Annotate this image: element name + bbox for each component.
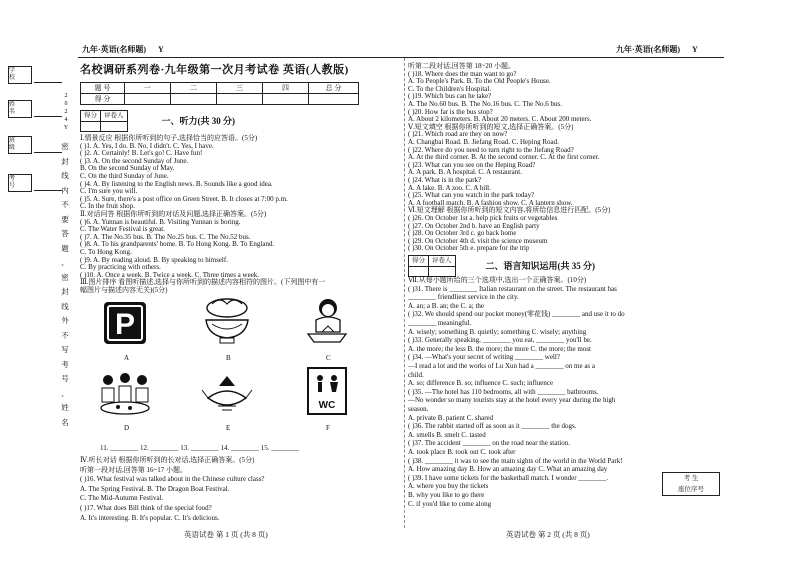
seal-warning-char: 号: [61, 374, 69, 383]
dumpling-bowl-icon: [198, 294, 256, 344]
exam-title: 名校调研系列卷·九年级第一次月考试卷 英语(人教版): [80, 64, 349, 76]
seal-warning-char: 姓: [61, 403, 69, 412]
pic-label: E: [226, 424, 231, 432]
question-line: A. It's interesting. B. It's popular. C. It's delicious.: [80, 513, 220, 522]
name-label: 姓 名: [8, 100, 32, 118]
question-line: ( )36. The rabbit started off as soon as it ________ the dogs.: [408, 422, 577, 431]
question-line: —I read a lot and the works of Lu Xun had a ________ on me as a: [408, 362, 596, 370]
question-line: ( )17. What does Bill think of the special food?: [80, 504, 212, 512]
question-line: ________ friendliest service in the city.: [408, 293, 519, 302]
seal-warning-char: 、: [61, 258, 69, 267]
school-field[interactable]: [34, 82, 62, 83]
question-line: ( )38. ________ it was to see the main sights of the world in the World Park!: [408, 456, 623, 465]
header-left: [82, 45, 164, 55]
question-line: ( )16. What festival was talked about in the Chinese culture class?: [80, 475, 265, 484]
scorer-cell[interactable]: [409, 266, 429, 276]
page2-footer: 英语试卷 第 2 页 (共 8 页): [506, 530, 590, 539]
part2-heading: 二、语言知识运用(共 35 分): [485, 260, 595, 271]
score-cell[interactable]: [309, 94, 359, 105]
question-line: ( )19. Which bus can he take?: [408, 92, 492, 101]
question-line: A. At the third corner. B. At the second corner. C. At the first corner.: [408, 153, 600, 162]
pic-label: A: [124, 354, 130, 362]
gutter-code-char: Y: [63, 125, 69, 131]
seal-warning-char: 外: [61, 316, 69, 325]
score-cell[interactable]: [125, 94, 171, 105]
school-label: 学 校: [8, 66, 32, 84]
gutter-code-char: 2: [64, 109, 68, 115]
question-line: A. How amazing day B. How an amazing day C. What an amazing day: [408, 465, 608, 474]
question-line: B. On the second Sunday of May.: [80, 164, 175, 173]
part1-heading: 一、听力(共 30 分): [161, 115, 235, 126]
question-line: C. By practicing with others.: [80, 263, 161, 272]
pic-label: F: [326, 424, 330, 432]
question-line: A. The Spring Festival. B. The Dragon Boat Festival.: [80, 484, 230, 493]
question-line: A. the more; the less B. the more; the more C. the more; the most: [408, 344, 591, 353]
seal-warning-char: 、: [61, 388, 69, 398]
score-table: [80, 82, 359, 105]
part1-questions: [80, 134, 402, 304]
seal-warning-char: 密: [61, 272, 69, 282]
parking-letter: P: [114, 308, 136, 341]
class-field[interactable]: [34, 152, 62, 153]
question-line: ( )3. A. On the second Sunday of June.: [80, 156, 189, 165]
seat-box-label: 考 生: [683, 475, 699, 482]
grader-label: 评卷人: [101, 111, 128, 122]
score-header-cell: 题 号: [81, 83, 125, 94]
gutter-code-char: 0: [64, 101, 68, 107]
question-line: ( )26. On October 1st a. help pick fruits or vegetables: [408, 214, 558, 222]
scorer-box: [80, 110, 128, 132]
question-line: ( )21. Which road are they on now?: [408, 130, 508, 139]
seal-warning-char: 写: [61, 345, 69, 354]
question-line: ( )22. Where do you need to turn right to the Jiefang Road?: [408, 145, 574, 154]
column-divider: [404, 58, 405, 528]
question-line: 听第二段对话,回答第 18~20 小题。: [408, 62, 516, 70]
question-line: ( )8. A. To his grandparents' home. B. To Hong Kong. B. To England.: [80, 240, 275, 249]
wc-sign-icon: [298, 366, 356, 416]
seal-warning-char: 线: [61, 171, 69, 180]
question-line: A. smells B. smelt C. tasted: [408, 430, 486, 439]
dragon-boat-icon: [198, 370, 256, 420]
question-line: ( )33. Generally speaking, ________ you eat, ________ you'll be.: [408, 336, 592, 345]
header-right: [616, 45, 698, 55]
score-header-cell: 二: [171, 83, 217, 94]
question-line: ( )37. The accident ________ on the road near the station.: [408, 439, 570, 448]
seal-warning-char: 密: [61, 142, 69, 151]
question-line: 幅图片与描述内容无关)(5分): [80, 286, 168, 294]
seal-warning-char: 封: [61, 156, 69, 166]
seal-warning-char: 考: [61, 359, 69, 369]
family-table-icon: [96, 370, 154, 420]
question-line: C. To Hong Kong.: [80, 248, 132, 256]
score-header-cell: 总 分: [309, 83, 359, 94]
pic-label: D: [124, 424, 130, 432]
question-line: A. private B. patient C. shared: [408, 413, 494, 422]
pic-label: C: [326, 354, 331, 362]
question-line: C. The Water Festival is great.: [80, 225, 165, 234]
question-line: Ⅶ.从每小题所给的三个选项中,选出一个正确答案。(10分): [408, 276, 587, 284]
question-line: ( )10. A. Once a week. B. Twice a week. C. Three times a week.: [80, 270, 260, 279]
question-line: ( )1. A. Yes, I do. B. No, I didn't. C. Yes, I have.: [80, 141, 214, 150]
question-line: A. where you buy the tickets: [408, 482, 489, 491]
grader-cell[interactable]: [101, 121, 128, 131]
seal-warning-char: 答: [61, 229, 69, 238]
wc-text: WC: [318, 400, 336, 411]
part1-continued: [408, 62, 724, 252]
question-line: ________ meaningful.: [408, 319, 472, 327]
question-line: A. A park. B. A hospital. C. A restaurant.: [408, 168, 522, 177]
question-line: ( )30. On October 5th e. prepare for the trip: [408, 244, 530, 253]
score-value-row: [81, 94, 359, 105]
question-line: C. I'm sure you will.: [80, 187, 138, 196]
question-line: A. About 2 kilometers. B. About 20 meters. C. About 200 meters.: [408, 115, 592, 124]
question-line: A. took place B. took out C. took after: [408, 448, 516, 456]
student-reading-icon: [298, 294, 356, 344]
question-line: C. if you'd like to come along: [408, 499, 492, 508]
seal-warning-char: 要: [61, 214, 69, 224]
header-right-mark: Y: [692, 45, 698, 54]
header-right-text: 九年·英语(名师题): [616, 45, 680, 54]
question-line: Ⅴ.短文填空 根据你所听到的短文,选择正确答案。(5分): [408, 122, 574, 131]
question-line: Ⅱ.对话问答 根据你所听到的对话及问题,选择正确答案。(5分): [80, 210, 267, 218]
name-field[interactable]: [34, 116, 62, 117]
exam-no-field[interactable]: [34, 190, 62, 191]
seal-warning-char: 封: [61, 287, 69, 296]
question-line: C. On the third Sunday of June.: [80, 172, 169, 180]
seal-warning-char: 题: [61, 243, 69, 253]
score-cell[interactable]: [263, 94, 309, 105]
binding-gutter: [2, 60, 68, 500]
gutter-code: [62, 92, 70, 132]
seal-warning-char: 内: [61, 185, 69, 195]
question-line: C. The Mid-Autumn Festival.: [80, 494, 164, 503]
question-line: ( )4. A. By listening to the English news. B. Sounds like a good idea.: [80, 179, 273, 188]
scorer-cell[interactable]: [81, 121, 101, 131]
question-line: ( )9. A. By reading aloud. B. By speaking to himself.: [80, 255, 228, 264]
seal-warning-char: 线: [61, 301, 69, 311]
question-line: ( )20. How far is the bus stop?: [408, 107, 493, 116]
header-left-mark: Y: [158, 45, 164, 54]
question-line: ( )31. There is ________ Italian restaurant on the street. The restaurant has: [408, 284, 617, 293]
question-line: child.: [408, 370, 424, 379]
grader-cell[interactable]: [429, 266, 456, 276]
question-line: ( )27. On October 2nd b. have an English party: [408, 221, 540, 230]
question-line: ( )24. What is in the park?: [408, 176, 482, 184]
grader-label: 评卷人: [429, 256, 456, 267]
score-header-row: [81, 83, 359, 94]
question-line: C. In the fruit shop.: [80, 202, 135, 211]
question-line: Ⅳ.听长对话 根据你所听到的长对话,选择正确答案。(5分): [80, 456, 255, 464]
question-line: ( )2. A. Certainly! B. Let's go! C. Have fun!: [80, 149, 203, 158]
seal-warning-char: 不: [61, 200, 69, 209]
question-line: B. why you like to go there: [408, 491, 485, 499]
question-line: ( )29. On October 4th d. visit the science museum: [408, 236, 548, 245]
scorer-box-2: [408, 255, 456, 277]
question-line: 听第一段对话,回答第 16~17 小题。: [80, 465, 188, 474]
question-line: ( )18. Where does the man want to go?: [408, 69, 517, 78]
score-header-cell: 四: [263, 83, 309, 94]
scorer-label: 得分: [409, 256, 429, 267]
score-header-cell: 一: [125, 83, 171, 94]
question-line: —No wonder so many tourists stay at the hotel every year during the high: [408, 396, 616, 405]
score-cell[interactable]: [217, 94, 263, 105]
question-line: C. To the Children's Hospital.: [408, 84, 492, 93]
question-line: Ⅲ.图片排序 看图听描述,选择与你所听到的描述内容相符的图片。(下列图中有一: [80, 278, 326, 287]
pic-label: B: [226, 354, 231, 362]
score-cell[interactable]: [171, 94, 217, 105]
question-line: A. so; difference B. so; influence C. such; influence: [408, 379, 554, 388]
gutter-code-char: 2: [64, 93, 68, 99]
seat-box-label: 座位序号: [678, 486, 704, 493]
picture-answer-blanks[interactable]: 11. ________ 12. ________ 13. ________ 14. ________ 15. ________: [100, 444, 300, 452]
score-row-label: 得 分: [81, 94, 125, 105]
question-line: ( )32. We should spend our pocket money(零花钱) ________ and use it to do: [408, 310, 625, 319]
seal-warning-char: 名: [61, 417, 69, 427]
question-line: Ⅵ.短文理解 根据你所听到的短文内容,将所给信息进行匹配。(5分): [408, 206, 611, 215]
page1-footer: 英语试卷 第 1 页 (共 8 页): [184, 530, 268, 539]
score-header-cell: 三: [217, 83, 263, 94]
picture-grid: [80, 292, 402, 442]
part2-section-bar: [408, 255, 595, 277]
question-line: A. A football match. B. A fashion show. C. A lantern show.: [408, 198, 573, 207]
exam-no-label: 考 号: [8, 174, 32, 192]
question-line: ( )28. On October 3rd c. go back home: [408, 229, 517, 238]
question-line: A. Changbai Road. B. Jiefang Road. C. Heping Road.: [408, 138, 559, 146]
header-left-text: 九年·英语(名师题): [82, 45, 146, 54]
seal-warning-char: 不: [61, 330, 69, 340]
question-line: A. To People's Park. B. To the Old People's House.: [408, 77, 551, 86]
part1-long-dialogue: [80, 456, 402, 526]
seat-number-box: [662, 472, 720, 496]
question-line: ( )5. A. Sure, there's a post office on Green Street. B. It closes at 7:00 p.m.: [80, 194, 288, 203]
question-line: ( )35. —The hotel has 110 bedrooms, all with ________ bathrooms.: [408, 387, 599, 396]
question-line: ( )25. What can you watch in the park today?: [408, 191, 535, 200]
scorer-label: 得分: [81, 111, 101, 122]
question-line: ( )34. —What's your secret of writing ________ well?: [408, 353, 560, 362]
question-line: ( )39. I have some tickets for the basketball match. I wonder ________.: [408, 473, 609, 482]
header-rule-left: [78, 57, 408, 58]
question-line: A. wisely; something B. quietly; something C. wisely; anything: [408, 327, 587, 336]
part1-section-bar: [80, 110, 235, 132]
question-line: A. A lake. B. A zoo. C. A hill.: [408, 183, 491, 192]
seal-line-warning: [60, 140, 70, 430]
question-line: A. an; a B. an; the C. a; the: [408, 301, 485, 310]
question-line: Ⅰ.情景反应 根据你所听到的句子,选择恰当的应答语。(5分): [80, 134, 258, 142]
question-line: ( )23. What can you see on the Heping Road?: [408, 160, 536, 169]
question-line: season.: [408, 405, 429, 413]
question-line: A. The No.60 bus. B. The No.16 bus. C. The No.6 bus.: [408, 100, 562, 108]
question-line: ( )7. A. The No.35 bus. B. The No.25 bus. C. The No.52 bus.: [80, 232, 251, 241]
parking-sign-icon: [96, 300, 154, 350]
header-rule-right: [404, 57, 724, 58]
gutter-code-char: 4: [64, 117, 68, 123]
question-line: ( )6. A. Yunnan is beautiful. B. Visiting Yunnan is boring.: [80, 217, 241, 226]
class-label: 班 级: [8, 136, 32, 154]
